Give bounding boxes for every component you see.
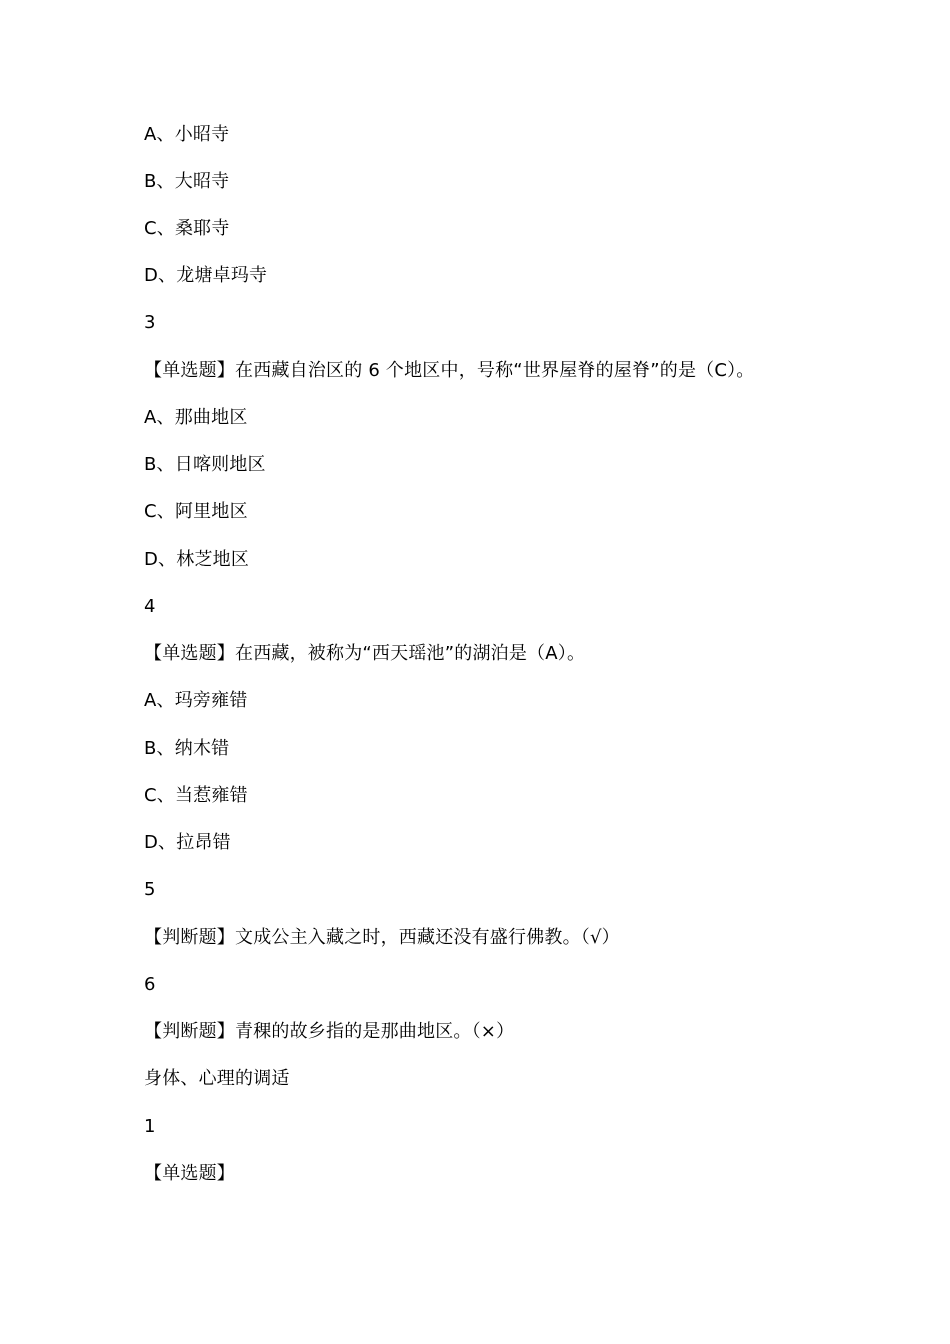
option-c-dangra-yumtso: C、当惹雍错 [144,785,248,806]
option-b-dazhao-temple: B、大昭寺 [144,171,230,192]
option-b-shigatse: B、日喀则地区 [144,454,266,475]
question-6-text: 【判断题】青稞的故乡指的是那曲地区。（×） [144,1021,515,1042]
question-number-6: 6 [144,974,156,995]
question-number-3: 3 [144,312,156,333]
option-a-xiaozhao-temple: A、小昭寺 [144,124,230,145]
question-5-text: 【判断题】文成公主入藏之时，西藏还没有盛行佛教。（√） [144,927,620,948]
question-number-1: 1 [144,1116,156,1137]
option-d-longtang-temple: D、龙塘卓玛寺 [144,265,268,286]
option-d-nyingchi: D、林芝地区 [144,549,250,570]
question-4-text: 【单选题】在西藏，被称为“西天瑶池”的湖泊是（A）。 [144,643,586,664]
question-number-4: 4 [144,596,156,617]
option-c-samye-temple: C、桑耶寺 [144,218,230,239]
question-1-text: 【单选题】 [144,1163,235,1184]
option-b-namtso: B、纳木错 [144,738,230,759]
section-heading: 身体、心理的调适 [144,1068,290,1089]
question-number-5: 5 [144,879,156,900]
option-c-ngari: C、阿里地区 [144,501,248,522]
option-a-manasarovar: A、玛旁雍错 [144,690,248,711]
question-3-text: 【单选题】在西藏自治区的 6 个地区中，号称“世界屋脊的屋脊”的是（C）。 [144,360,755,381]
option-a-nagqu: A、那曲地区 [144,407,248,428]
option-d-rakshastal: D、拉昂错 [144,832,231,853]
